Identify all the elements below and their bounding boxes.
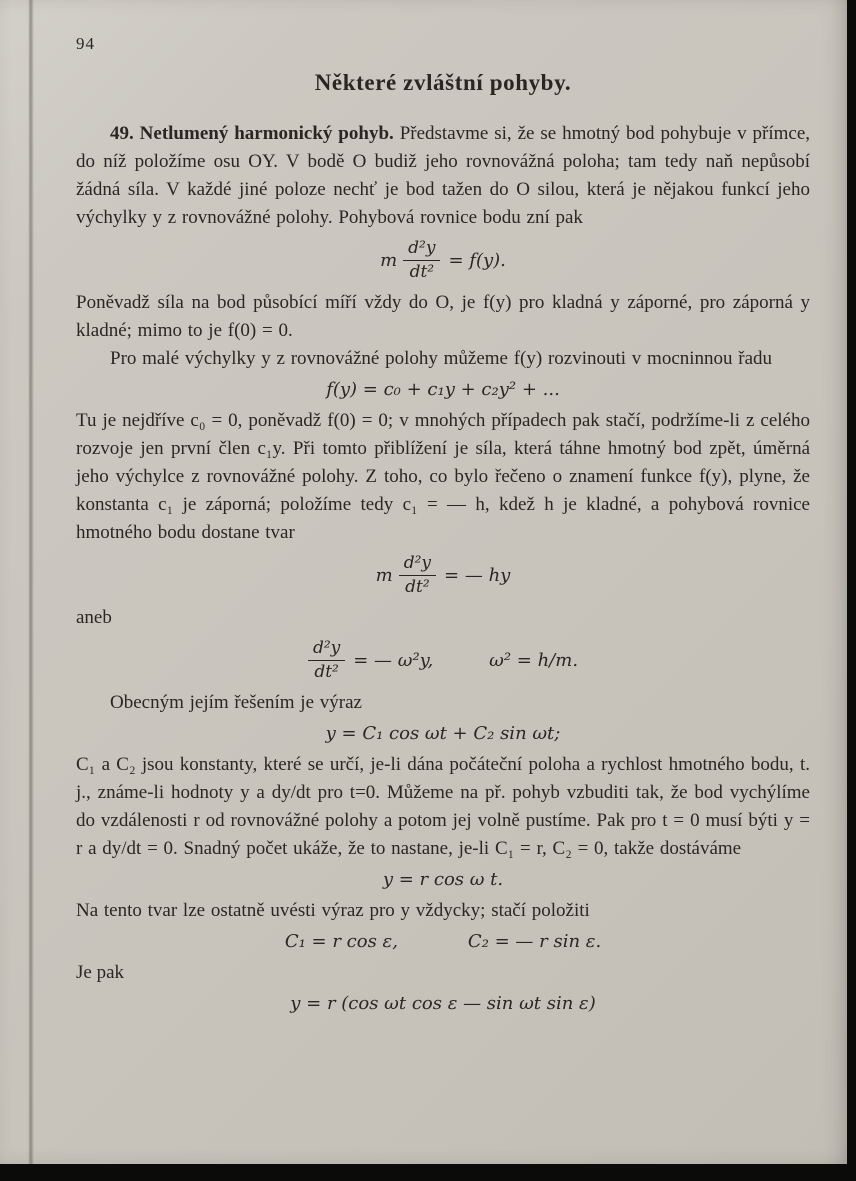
fraction-numerator: d²y [399,553,436,576]
equation-omega-form [76,638,810,683]
paragraph-series-intro: Pro malé výchylky y z rovnovážné polohy můžeme f(y) rozvinouti v mocninnou řadu [110,348,773,369]
connective-word-je-pak: Je pak [76,962,125,983]
paragraph-constants: C₁ a C₂ jsou konstanty, které se určí, je-li dána počáteční poloha a rychlost hmotného bodu, t. j., známe-li hodnoty y a dy/dt pro t=0. Můžeme na př. pohyb vzbuditi tak, že bod vychýlíme do vzdálenosti r od rovnovážné polohy a potom jej volně pustíme. Pak pro t = 0 musí býti y = r a dy/dt = 0. Snadný počet ukáže, že to nastane, je-li C₁ = r, C₂ = 0, takže dostáváme [76,754,810,859]
fraction-denominator: dt² [409,262,435,282]
equation-cosine-solution: y = r cos ω t. [382,869,504,890]
paragraph-solution-intro: Obecným jejím řešením je výraz [110,692,362,713]
page-title: Některé zvláštní pohyby. [314,70,572,95]
fraction [308,638,345,683]
fraction-numerator: d²y [403,238,440,261]
equation-term-omega-definition: ω² = h/m. [489,649,579,671]
equation-power-series: f(y) = c₀ + c₁y + c₂y² + ... [326,379,560,400]
paragraph-general-form: Na tento tvar lze ostatně uvésti výraz pro y vždycky; stačí položiti [76,900,590,921]
equation-term: = — ω²y, [353,649,434,671]
fraction-denominator: dt² [405,577,430,597]
equation-term: = f(y). [448,249,506,271]
fraction [403,238,440,283]
equation-term: = — hy [444,564,511,586]
equation-term: m [380,249,398,271]
connective-word-aneb: aneb [76,607,112,628]
paragraph-linear-approx: Tu je nejdříve c₀ = 0, poněvadž f(0) = 0; v mnohých případech pak stačí, podržíme-li z celého rozvoje jen první člen c₁y. Při tomto přiblížení je síla, která táhne hmotný bod zpět, úměrná jeho výchylce z rovnovážné polohy. Z toho, co bylo řečeno o znamení funkce f(y), plyne, že konstanta c₁ je záporná; položíme tedy c₁ = — h, kdež h je kladné, a pohybová rovnice hmotného bodu dostane tvar [76,410,810,543]
section-heading: 49. Netlumený harmonický pohyb. [110,123,394,144]
equation-constants-substitution [76,929,810,955]
paragraph-intro [76,120,810,232]
equation-motion-general [76,238,810,283]
equation-general-solution: y = C₁ cos ωt + C₂ sin ωt; [325,723,561,744]
fraction-denominator: dt² [314,662,339,682]
equation-term-c2: C₂ = — r sin ε. [467,931,602,952]
equation-term: m [375,564,393,586]
equation-expanded-form: y = r (cos ωt cos ε — sin ωt sin ε) [290,993,596,1014]
page-number: 94 [76,34,95,53]
equation-term-c1: C₁ = r cos ε, [284,931,398,952]
paragraph-force-sign: Poněvadž síla na bod působící míří vždy do O, je f(y) pro kladná y záporné, pro záporná y kladné; mimo to je f(0) = 0. [76,292,810,341]
page-edge-bottom [0,1164,856,1181]
equation-motion-linear [76,553,810,598]
paragraph-text: Představme si, že se hmotný bod pohybuje v přímce, do níž položíme osu OY. V bodě O budiž jeho rovnovážná poloha; tam tedy naň nepůsobí žádná síla. V každé jiné poloze nechť je bod tažen do O silou, která je nějakou funkcí jeho výchylky y z rovnovážné polohy. Pohybová rovnice bodu zní pak [76,123,811,228]
fraction-numerator: d²y [308,638,345,661]
fraction [399,553,436,598]
